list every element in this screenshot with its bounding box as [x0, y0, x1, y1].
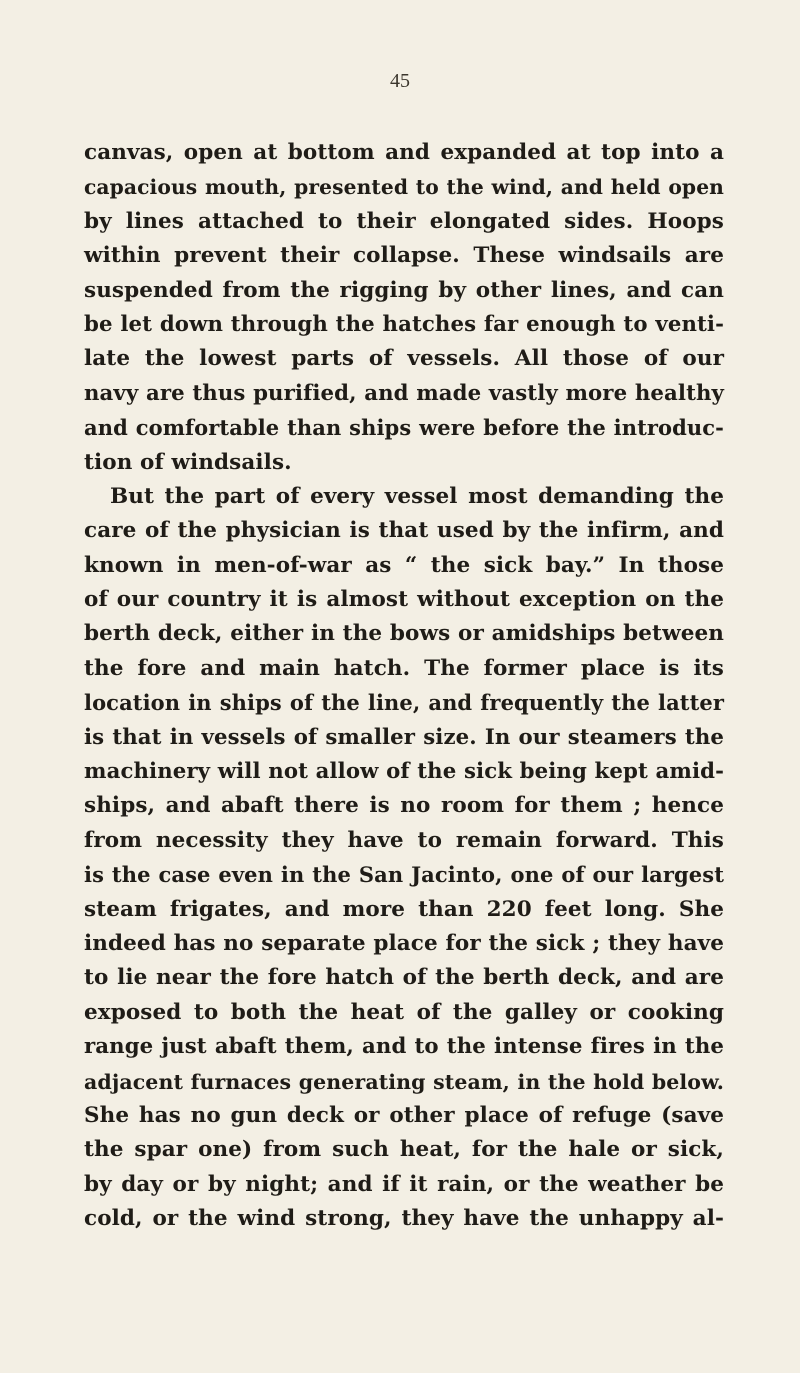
text-line: exposed to both the heat of the galley or cooking: [84, 999, 724, 1025]
text-line: cold, or the wind strong, they have the unhappy al-: [84, 1206, 724, 1232]
text-line: range just abaft them, and to the intense fires in the: [84, 1034, 724, 1060]
text-line: She has no gun deck or other place of refuge (save: [84, 1102, 724, 1128]
body-text: [84, 136, 724, 1237]
text-line: berth deck, either in the bows or amidships between: [84, 621, 724, 647]
text-line: the fore and main hatch. The former place is its: [84, 655, 724, 681]
text-line: and comfortable than ships were before the introduc-: [84, 415, 724, 441]
page-number: 45: [390, 70, 410, 92]
text-line: steam frigates, and more than 220 feet long. She: [84, 896, 724, 922]
text-line: But the part of every vessel most demanding the: [110, 483, 724, 509]
text-line: capacious mouth, presented to the wind, and held open: [84, 175, 724, 200]
text-line: by day or by night; and if it rain, or the weather be: [84, 1171, 724, 1197]
text-line: of our country it is almost without exception on the: [84, 587, 724, 613]
text-line: is that in vessels of smaller size. In our steamers the: [84, 724, 724, 750]
text-line: from necessity they have to remain forward. This: [84, 827, 724, 853]
text-line: known in men-of-war as “ the sick bay.” In those: [84, 552, 724, 578]
text-line: indeed has no separate place for the sick ; they have: [84, 930, 724, 956]
text-line: care of the physician is that used by the infirm, and: [84, 518, 724, 544]
text-line: canvas, open at bottom and expanded at top into a: [84, 140, 724, 165]
text-line: tion of windsails.: [84, 449, 292, 475]
text-line: late the lowest parts of vessels. All those of our: [84, 346, 724, 372]
text-line: to lie near the fore hatch of the berth deck, and are: [84, 965, 724, 991]
text-line: navy are thus purified, and made vastly more healthy: [84, 380, 724, 406]
text-line: suspended from the rigging by other lines, and can: [84, 277, 724, 303]
text-line: location in ships of the line, and frequently the latter: [84, 690, 724, 716]
text-line: is the case even in the San Jacinto, one of our largest: [84, 862, 724, 888]
text-line: machinery will not allow of the sick being kept amid-: [84, 759, 724, 785]
text-line: be let down through the hatches far enough to venti-: [84, 311, 724, 337]
text-line: adjacent furnaces generating steam, in the hold below.: [84, 1069, 724, 1094]
text-line: by lines attached to their elongated sides. Hoops: [84, 208, 724, 234]
text-line: within prevent their collapse. These windsails are: [84, 243, 724, 269]
text-line: ships, and abaft there is no room for them ; hence: [84, 793, 724, 819]
text-line: the spar one) from such heat, for the hale or sick,: [84, 1137, 724, 1163]
